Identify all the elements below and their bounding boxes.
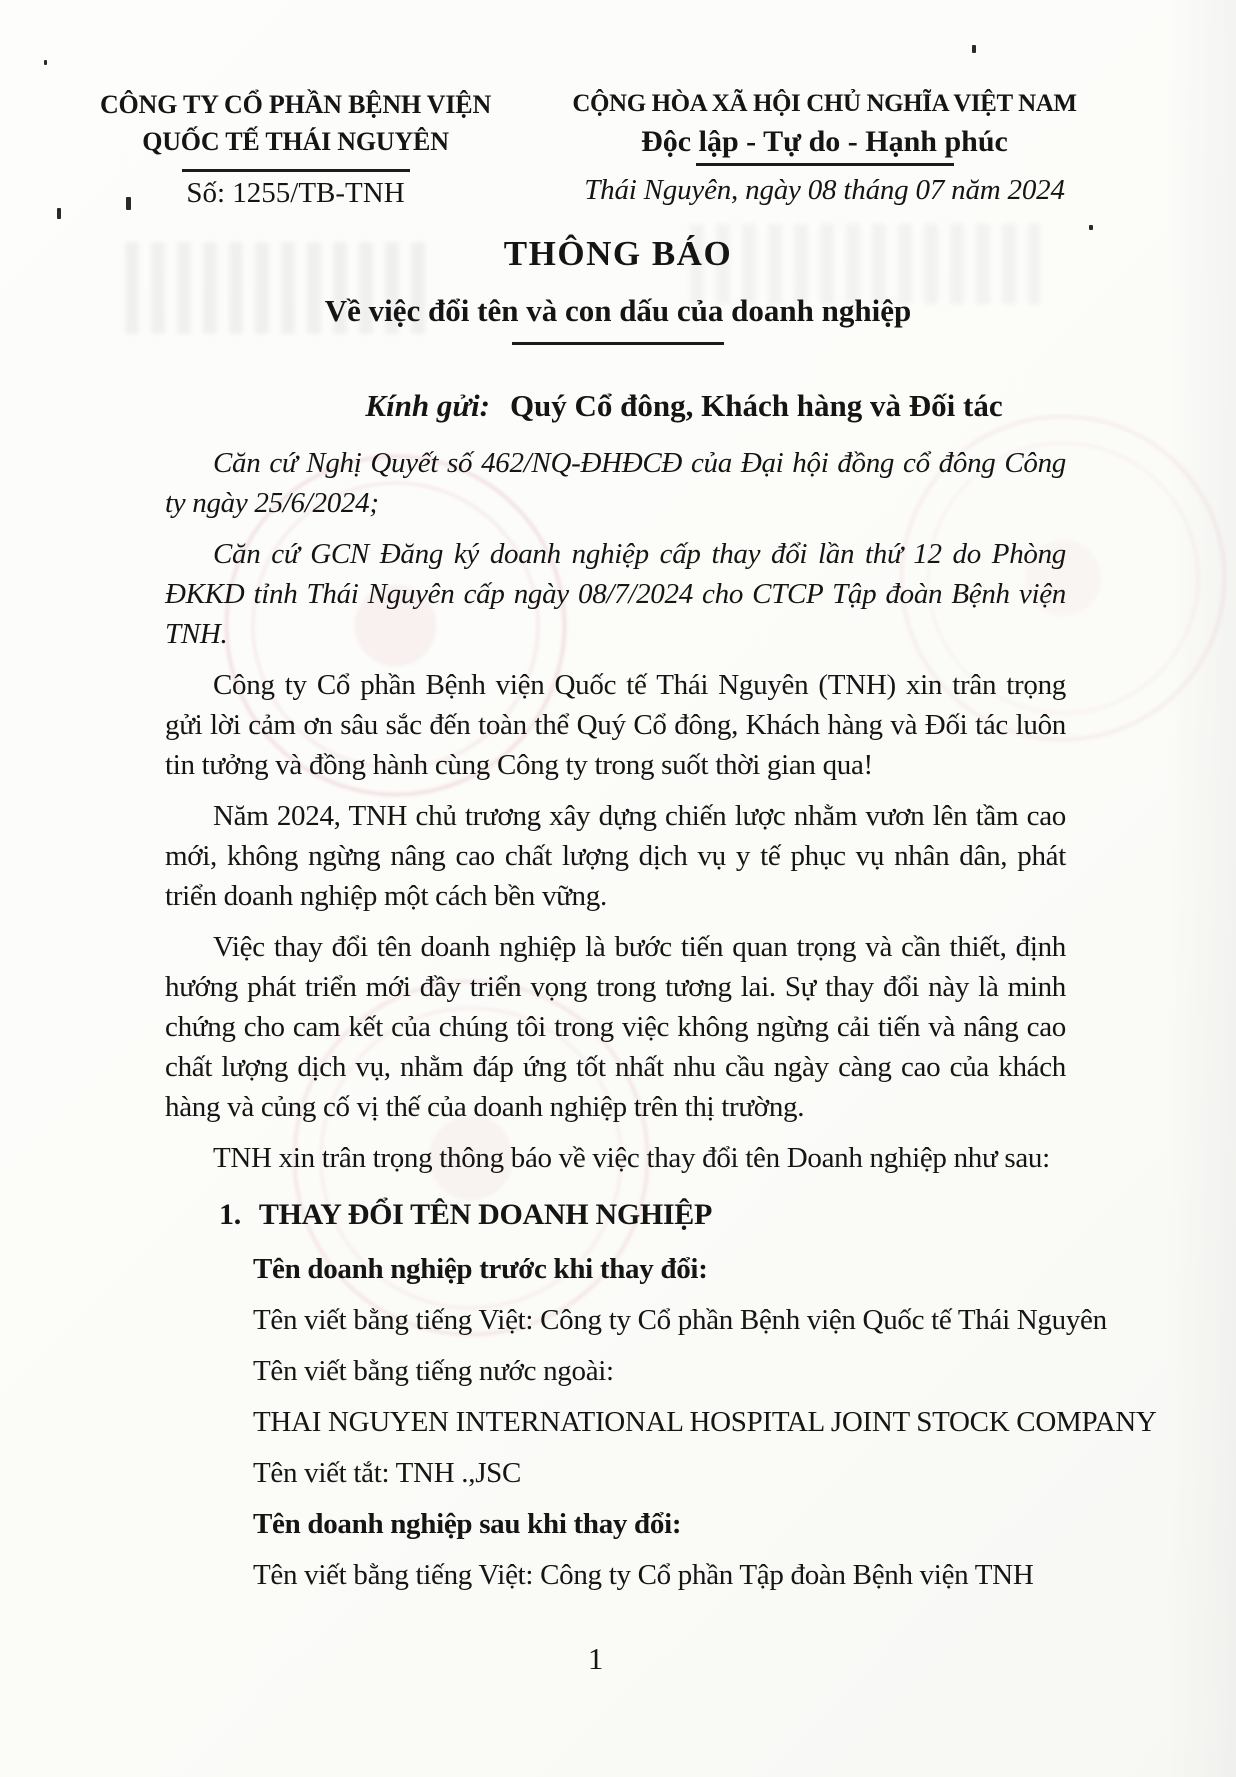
scan-speck: [1089, 225, 1093, 230]
title-block: [0, 232, 1236, 345]
page-number: 1: [587, 1641, 604, 1676]
national-motto-line2: Độc lập - Tự do - Hạnh phúc: [641, 125, 1008, 158]
new-name-label: Tên doanh nghiệp sau khi thay đổi:: [253, 1508, 682, 1540]
section1-number: 1.: [219, 1198, 241, 1231]
document-title: THÔNG BÁO: [503, 234, 733, 273]
national-header-block: [503, 86, 1146, 207]
new-vietnamese-name: Tên viết bằng tiếng Việt: Công ty Cổ phần Tập đoàn Bệnh viện TNH: [253, 1559, 1034, 1591]
scan-speck: [126, 197, 131, 210]
scan-speck: [57, 208, 61, 219]
old-name-label: Tên doanh nghiệp trước khi thay đổi:: [253, 1253, 708, 1285]
document-body: [0, 443, 1236, 1679]
paragraph-announcement: TNH xin trân trọng thông báo về việc thay đổi tên Doanh nghiệp như sau:: [213, 1142, 1050, 1174]
place-date-line: Thái Nguyên, ngày 08 tháng 07 năm 2024: [584, 174, 1065, 206]
paragraph-rationale: Việc thay đổi tên doanh nghiệp là bước tiến quan trọng và cần thiết, định hướng phát triển mới đầy triển vọng trong tương lai. Sự thay đổi này là minh chứng cho cam kết của chúng tôi trong việc không ngừng cải tiến và nâng cao chất lượng dịch vụ, nhằm đáp ứng tốt nhất nhu cầu ngày càng cao của khách hàng và củng cố vị thế của doanh nghiệp trên thị trường.: [165, 931, 1066, 1123]
old-vietnamese-name: Tên viết bằng tiếng Việt: Công ty Cổ phần Bệnh viện Quốc tế Thái Nguyên: [253, 1304, 1107, 1336]
salutation-recipients: Quý Cổ đông, Khách hàng và Đối tác: [509, 388, 1003, 423]
document-header: [0, 0, 1236, 210]
issuer-rule: [182, 169, 410, 172]
national-motto-line1: CỘNG HÒA XÃ HỘI CHỦ NGHĨA VIỆT NAM: [572, 90, 1077, 117]
issuer-block: [88, 86, 503, 210]
foreign-name: THAI NGUYEN INTERNATIONAL HOSPITAL JOINT STOCK COMPANY: [253, 1406, 1157, 1438]
paragraph-legal-basis-2: Căn cứ GCN Đăng ký doanh nghiệp cấp thay đổi lần thứ 12 do Phòng ĐKKD tỉnh Thái Nguyên cấp ngày 08/7/2024 cho CTCP Tập đoàn Bệnh viện TNH.: [165, 538, 1066, 650]
issuer-name-line2: QUỐC TẾ THÁI NGUYÊN: [142, 127, 449, 156]
foreign-name-label: Tên viết bằng tiếng nước ngoài:: [253, 1355, 614, 1387]
scan-speck: [972, 45, 976, 53]
paragraph-legal-basis-1: Căn cứ Nghị Quyết số 462/NQ-ĐHĐCĐ của Đại hội đồng cổ đông Công ty ngày 25/6/2024;: [165, 447, 1066, 519]
paragraph-thanks: Công ty Cổ phần Bệnh viện Quốc tế Thái Nguyên (TNH) xin trân trọng gửi lời cảm ơn sâu sắc đến toàn thể Quý Cổ đông, Khách hàng và Đối tác luôn tin tưởng và đồng hành cùng Công ty trong suốt thời gian qua!: [165, 669, 1066, 781]
document-subtitle: Về việc đổi tên và con dấu của doanh nghiệp: [324, 293, 912, 328]
section1-heading: [165, 1194, 1066, 1236]
section1-title: THAY ĐỔI TÊN DOANH NGHIỆP: [258, 1198, 713, 1231]
issuer-name-line1: CÔNG TY CỔ PHẦN BỆNH VIỆN: [99, 90, 492, 119]
document-ref-number: Số: 1255/TB-TNH: [186, 177, 405, 209]
subtitle-underline: [512, 342, 724, 345]
salutation-line: [0, 385, 1236, 427]
paragraph-strategy: Năm 2024, TNH chủ trương xây dựng chiến lược nhằm vươn lên tầm cao mới, không ngừng nâng cao chất lượng dịch vụ y tế phục vụ nhân dân, phát triển doanh nghiệp một cách bền vững.: [165, 800, 1066, 912]
abbreviated-name: Tên viết tắt: TNH .,JSC: [253, 1457, 522, 1489]
national-rule: [696, 163, 954, 166]
salutation-label: Kính gửi:: [365, 388, 490, 423]
scan-speck: [44, 60, 47, 65]
